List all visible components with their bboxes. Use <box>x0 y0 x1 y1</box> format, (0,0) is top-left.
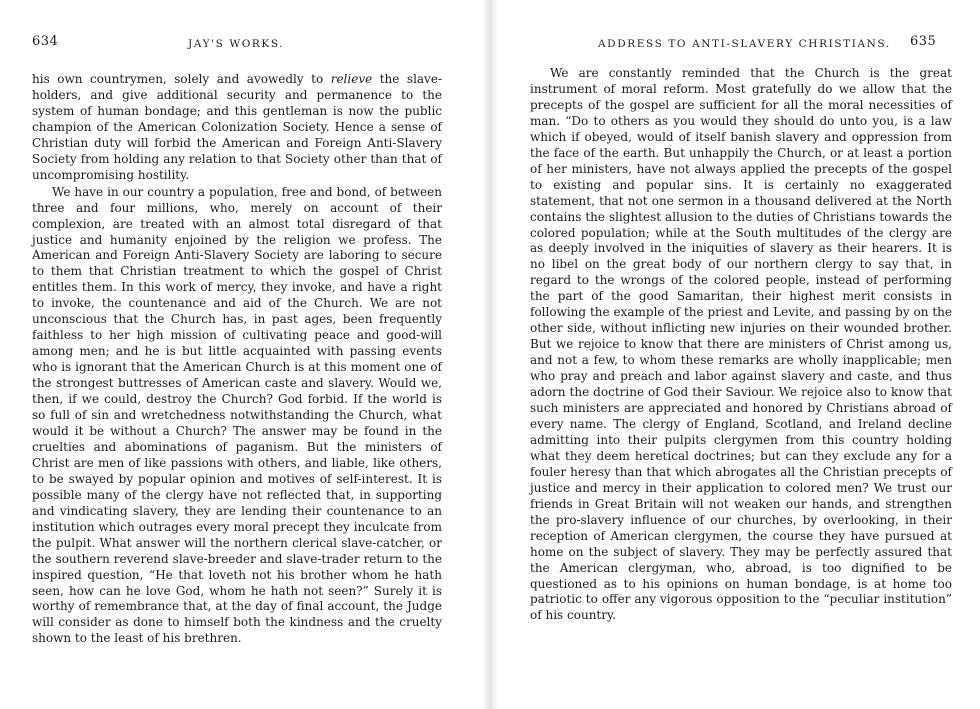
left-paragraph-1 <box>32 72 442 184</box>
right-page-number: 635 <box>910 34 937 49</box>
right-page <box>500 0 980 709</box>
left-page-number: 634 <box>32 34 59 49</box>
right-paragraph-1: We are constantly reminded that the Church is the great instrument of moral reform. Most gratefully do we allow that the precepts of the gospel are sufficient for all the moral necessities of man. “Do to others as you would they should do unto you, is a law which if obeyed, would of itself banish slavery and oppression from the face of the earth. But unhappily the Church, or at least a portion of her ministers, have not always applied the precepts of the gospel to existing and popular sins. It is certainly no exaggerated statement, that not one sermon in a thousand delivered at the North contains the slightest allusion to the duties of Christians towards the colored population; while at the South multitudes of the clergy are as deeply involved in the iniquities of slavery as their hearers. It is no libel on the great body of our northern clergy to say that, in regard to the wrongs of the colored people, instead of performing the part of the good Samaritan, their highest merit consists in following the example of the priest and Levite, and passing by on the other side, without inflicting new injuries on their wounded brother. But we rejoice to know that there are ministers of Christ among us, and not a few, to whom these remarks are wholly inapplicable; men who pray and preach and labor against slavery and caste, and thus adorn the doctrine of God their Saviour. We rejoice also to know that such ministers are appreciated and honored by Christians abroad of every name. The clergy of England, Scotland, and Ireland decline admitting into their pulpits clergymen from this country holding what they deem heretical doctrines; but can they exclude any for a fouler heresy than that which abrogates all the Christian precepts of justice and mercy in their application to colored men? We trust our friends in Great Britain will not weaken our hands, and strengthen the pro-slavery influence of our churches, by overlooking, in their reception of American clergymen, the course they have pursued at home on the subject of slavery. They may be perfectly assured that the American clergyman, who, abroad, is too dignified to be questioned as to his opinions on human bondage, is at home too patriotic to offer any vigorous opposition to the “peculiar institution” of his country. <box>530 66 952 623</box>
left-running-head: JAY'S WORKS. <box>188 38 285 50</box>
left-paragraph-2: We have in our country a population, free and bond, of between three and four millions, who, merely on account of their complexion, are treated with an almost total disregard of that justice and humanity enjoined by the religion we profess. The American and Foreign Anti-Slavery Society are laboring to secure to them that Christian treatment to which the gospel of Christ entitles them. In this work of mercy, they invoke, and have a right to invoke, the countenance and aid of the Church. We are not unconscious that the Church has, in past ages, been frequently faithless to her high mission of cultivating peace and good-will among men; and he is but little acquainted with passing events who is ignorant that the American Church is at this moment one of the strongest buttresses of American caste and slavery. Would we, then, if we could, destroy the Church? God forbid. If the world is so full of sin and wretchedness notwithstanding the Church, what would it be without a Church? The answer may be found in the cruelties and abominations of paganism. But the ministers of Christ are men of like passions with others, and liable, like others, to be swayed by popular opinion and motives of self-interest. It is possible many of the clergy have not reflected that, in supporting and vindicating slavery, they are lending their countenance to an institution which outrages every moral precept they inculcate from the pulpit. What answer will the northern clerical slave-catcher, or the southern reverend slave-breeder and slave-trader return to the inspired question, “He that loveth not his brother whom he hath seen, how can he love God, whom he hath not seen?” Surely it is worthy of remembrance that, at the day of final account, the Judge will consider as done to himself both the kindness and the cruelty shown to the least of his brethren. <box>32 184 442 646</box>
left-page-body <box>32 72 442 647</box>
left-paragraph-1-start: his own countrymen, solely and avowedly to <box>32 72 331 86</box>
left-paragraph-1-end: the slave-holders, and give additional security and permanence to the system of human bondage; and this gentleman is now the public champion of the American Colonization Society. Hence a sense of Christian duty will forbid the American and Foreign Anti-Slavery Society from holding any relation to that Society other than that of uncompromising hostility. <box>32 72 442 182</box>
italic-emphasis: relieve <box>330 72 373 86</box>
right-page-body <box>530 66 952 624</box>
left-page <box>0 0 480 709</box>
book-gutter <box>482 0 498 709</box>
right-running-head: ADDRESS TO ANTI-SLAVERY CHRISTIANS. <box>598 38 891 50</box>
